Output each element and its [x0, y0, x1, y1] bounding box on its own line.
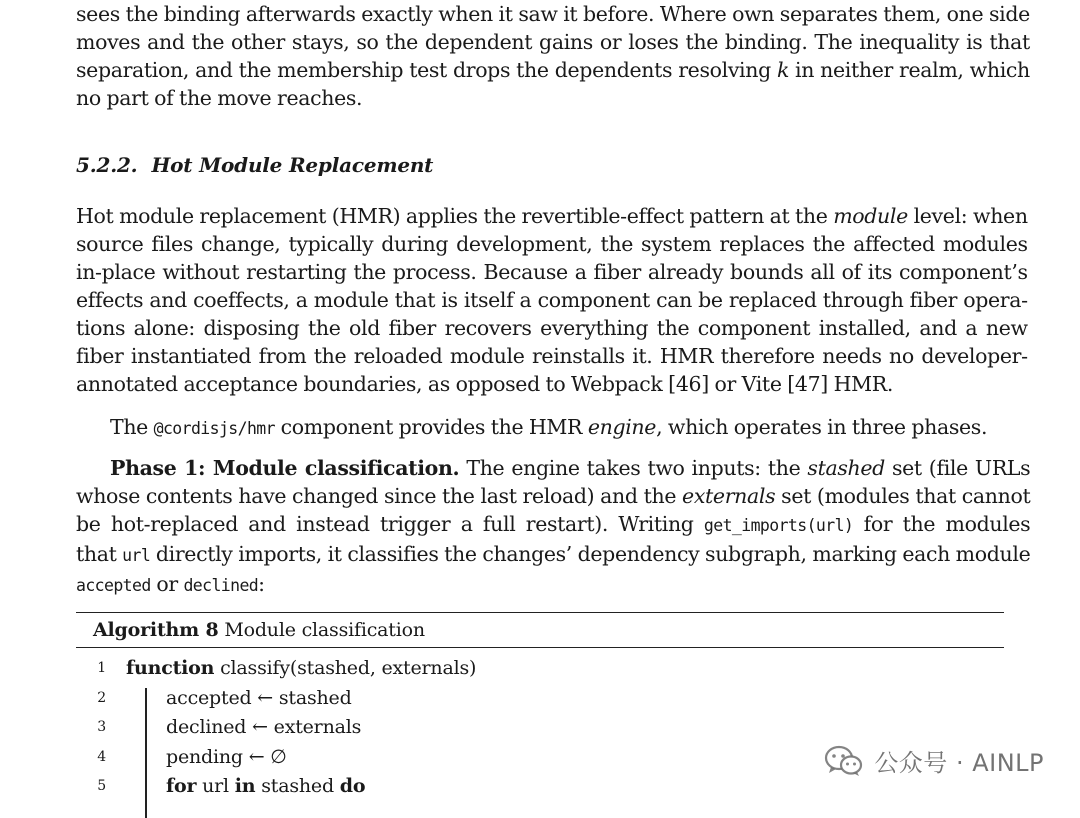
text-line: in-place without restarting the process. Because a fiber already bounds all of its component’s — [76, 260, 1028, 284]
paragraph-continued — [76, 0, 1030, 112]
algorithm-line: 4 pending ← ∅ — [76, 743, 1004, 773]
text-line: effects and coeffects, a module that is itself a component can be replaced through fiber opera- — [76, 288, 1028, 312]
text-line: The @cordisjs/hmr component provides the HMR engine, which operates in three phases. — [110, 415, 988, 439]
text-line: moves and the other stays, so the dependent gains or loses the binding. The inequality is that — [76, 30, 1030, 54]
section-title: Hot Module Replacement — [151, 153, 434, 177]
wechat-icon — [824, 745, 864, 777]
algorithm-line: 1 function classify(stashed, externals) — [76, 654, 1004, 684]
watermark-text: 公众号 · AINLP — [874, 749, 1044, 777]
line-number: 5 — [97, 778, 106, 794]
inline-code: @cordisjs/hmr — [153, 419, 275, 438]
section-number: 5.2.2. — [76, 153, 138, 177]
paragraph-phase1 — [76, 454, 1030, 600]
algorithm-label: Algorithm 8 — [93, 619, 219, 641]
text-line: whose contents have changed since the last reload) and the externals set (modules that cannot — [76, 484, 1031, 508]
algorithm-indent-bar — [145, 688, 147, 818]
text-line: separation, and the membership test drops the dependents resolving k in neither realm, which — [76, 58, 1030, 82]
text-line: annotated acceptance boundaries, as opposed to Webpack [46] or Vite [47] HMR. — [76, 372, 894, 396]
line-number: 2 — [97, 689, 106, 706]
inline-code: url — [122, 546, 151, 565]
line-number: 4 — [97, 748, 106, 765]
algorithm-caption — [76, 613, 1004, 647]
algorithm-line: 3 declined ← externals — [76, 713, 1004, 743]
text-line: be hot-replaced and instead trigger a full restart). Writing get_imports(url) for the modules — [76, 512, 1031, 536]
algorithm-title: Module classification — [224, 619, 425, 641]
section-heading — [76, 153, 433, 177]
algorithm-line: 2 accepted ← stashed — [76, 684, 1004, 714]
inline-code: declined — [183, 576, 259, 595]
inline-code: accepted — [76, 576, 151, 595]
phase-heading: Phase 1: Module classification. — [110, 456, 460, 480]
text-line: source files change, typically during development, the system replaces the affected modules — [76, 232, 1028, 256]
inline-code: get_imports(url) — [703, 516, 854, 535]
line-number: 1 — [97, 660, 106, 676]
watermark — [824, 743, 1044, 778]
text-line: that url directly imports, it classifies the changes’ dependency subgraph, marking each module — [76, 542, 1031, 566]
text-line: no part of the move reaches. — [76, 86, 363, 110]
text-line: sees the binding afterwards exactly when it saw it before. Where own separates them, one side — [76, 2, 1030, 26]
algorithm-line: 5 for url in stashed do — [76, 772, 1004, 802]
paragraph-engine — [76, 413, 987, 443]
line-number: 3 — [97, 719, 106, 735]
text-line: accepted or declined: — [76, 572, 265, 596]
text-line: fiber instantiated from the reloaded module reinstalls it. HMR therefore needs no developer- — [76, 344, 1028, 368]
paragraph-hmr-intro — [76, 202, 1028, 398]
text-line: Phase 1: Module classification. The engine takes two inputs: the stashed set (file URLs — [110, 456, 1031, 480]
text-line: Hot module replacement (HMR) applies the revertible-effect pattern at the module level: when — [76, 204, 1028, 228]
text-line: tions alone: disposing the old fiber recovers everything the component installed, and a new — [76, 316, 1028, 340]
